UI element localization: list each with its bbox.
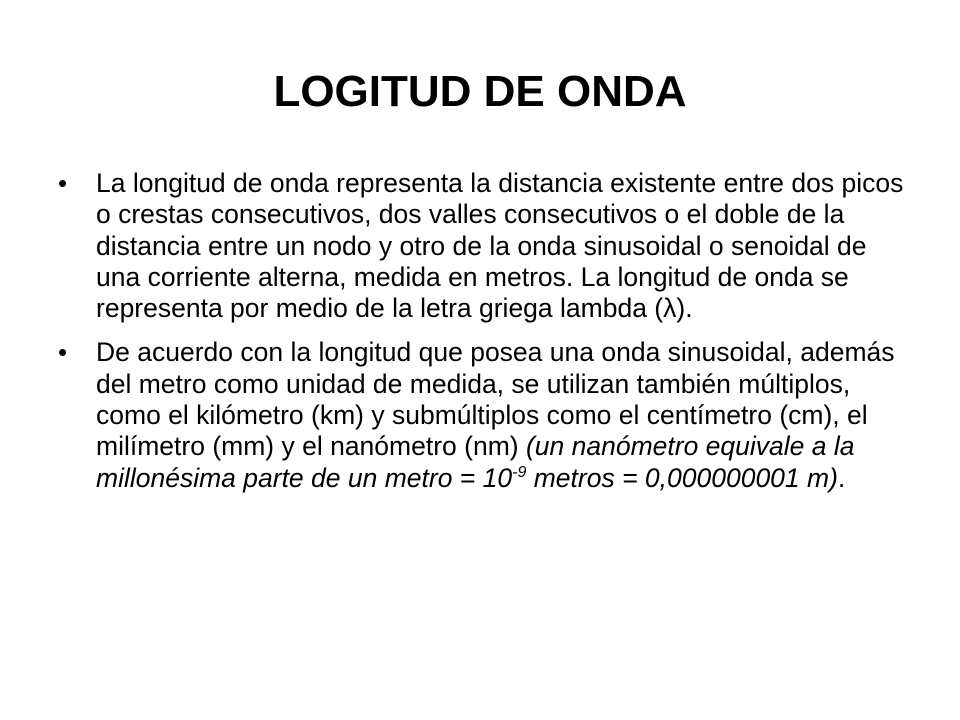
nanometer-note-part-1: (un nanómetro equivale a la millonésima parte de un metro = 10 <box>96 431 855 493</box>
bullet-list <box>58 168 910 507</box>
sentence-end: . <box>837 462 846 493</box>
bullet-icon: • <box>58 168 68 198</box>
bullet-text: De acuerdo con la longitud que posea una onda sinusoidal, además del metro como unidad de medida, se utilizan también múltiplos, como el kilómetro (km) y submúltiplos como el centímetro (cm), el milímetro (mm) y el nanómetro (nm) <box>96 337 895 462</box>
slide-title: LOGITUD DE ONDA <box>273 67 687 116</box>
bullet-icon: • <box>58 337 68 368</box>
bullet-text: La longitud de onda representa la distancia existente entre dos picos o crestas consecutivos, dos valles consecutivos o el doble de la distancia entre un nodo y otro de la onda sinusoidal o senoidal de una corriente alterna, medida en metros. La longitud de onda se representa por medio de la letra griega lambda (λ). <box>96 168 904 324</box>
bullet-item-wavelength-definition <box>58 168 910 324</box>
nanometer-note-part-2: metros = 0,000000001 m) <box>526 462 838 493</box>
exponent-superscript: -9 <box>512 463 527 481</box>
bullet-item-units <box>58 337 910 493</box>
